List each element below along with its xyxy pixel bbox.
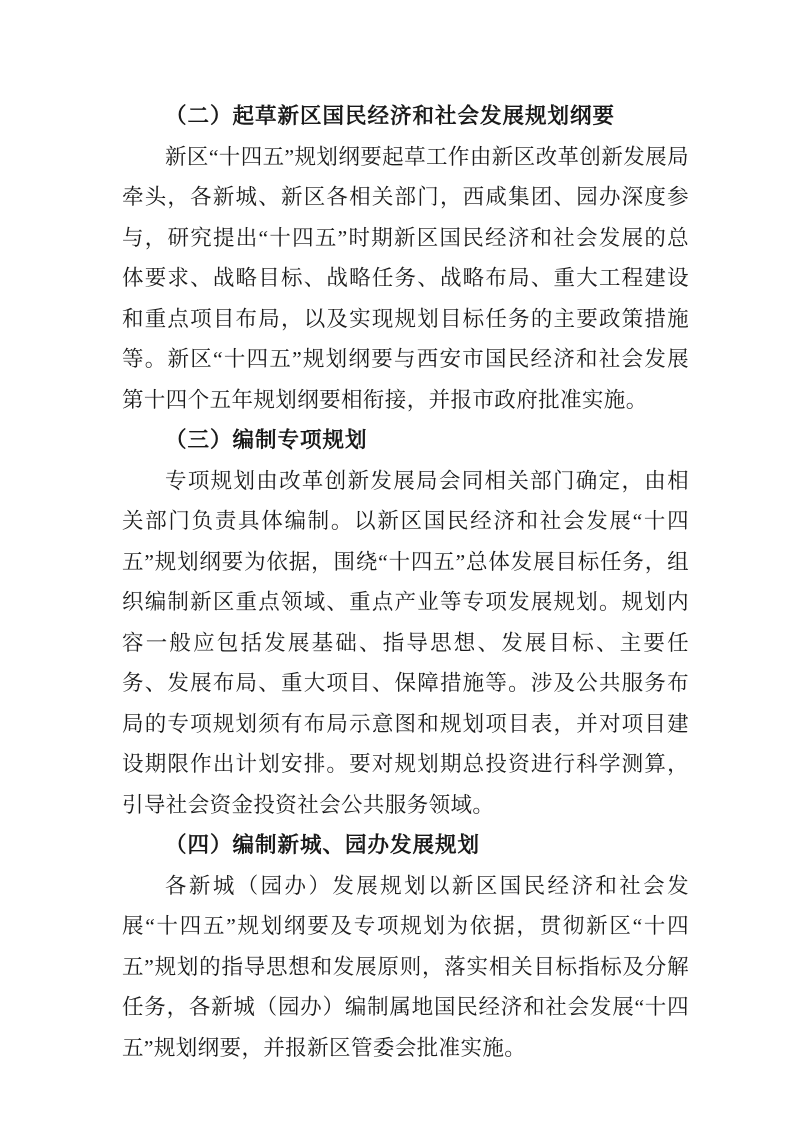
section-heading: （三）编制专项规划 [165,428,368,452]
section-heading: （二）起草新区国民经济和社会发展规划纲要 [165,104,616,128]
section-block [122,96,689,420]
document-body [122,96,689,1068]
section-block [122,420,689,825]
section-paragraph: 新区“十四五”规划纲要起草工作由新区改革创新发展局牵头，各新城、新区各相关部门，西咸集团、园办深度参与，研究提出“十四五”时期新区国民经济和社会发展的总体要求、战略目标、战略任务、战略布局、重大工程建设和重点项目布局，以及实现规划目标任务的主要政策措施等。新区“十四五”规划纲要与西安市国民经济和社会发展第十四个五年规划纲要相衔接，并报市政府批准实施。 [122,144,689,412]
section-paragraph: 专项规划由改革创新发展局会同相关部门确定，由相关部门负责具体编制。以新区国民经济和社会发展“十四五”规划纲要为依据，围绕“十四五”总体发展目标任务，组织编制新区重点领域、重点产业等专项发展规划。规划内容一般应包括发展基础、指导思想、发展目标、主要任务、发展布局、重大项目、保障措施等。涉及公共服务布局的专项规划须有布局示意图和规划项目表，并对项目建设期限作出计划安排。要对规划期总投资进行科学测算，引导社会资金投资社会公共服务领域。 [122,468,689,817]
section-heading: （四）编制新城、园办发展规划 [165,833,481,857]
section-paragraph: 各新城（园办）发展规划以新区国民经济和社会发展“十四五”规划纲要及专项规划为依据，贯彻新区“十四五”规划的指导思想和发展原则，落实相关目标指标及分解任务，各新城（园办）编制属地国民经济和社会发展“十四五”规划纲要，并报新区管委会批准实施。 [122,873,689,1060]
section-block [122,825,689,1068]
